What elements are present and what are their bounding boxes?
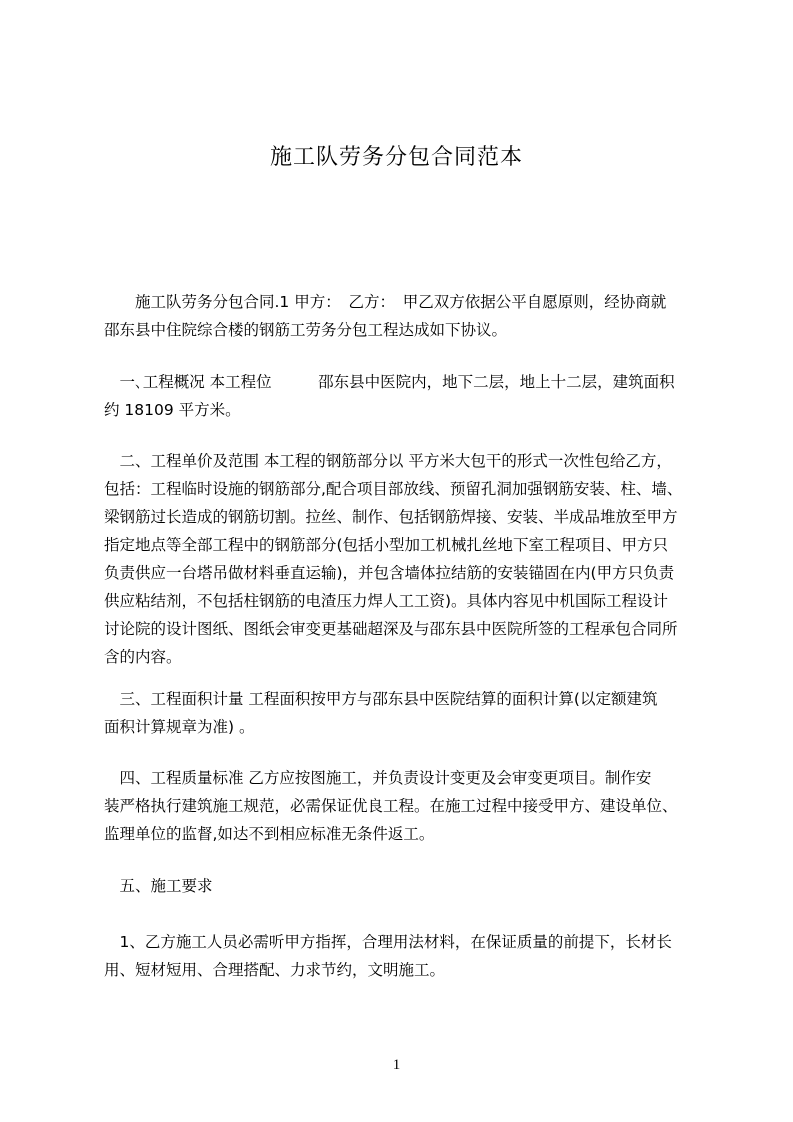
section-5-heading bbox=[104, 872, 714, 900]
paragraph-line: 讨论院的设计图纸、图纸会审变更基础超深及与邵东县中医院所签的工程承包合同所 bbox=[104, 620, 678, 638]
paragraph-line: 二、工程单价及范围 本工程的钢筋部分以 平方米大包干的形式一次性包给乙方， bbox=[104, 452, 672, 470]
section-5-item-1 bbox=[104, 928, 714, 984]
paragraph-line: 五、施工要求 bbox=[104, 877, 213, 895]
section-4-paragraph bbox=[104, 764, 714, 848]
paragraph-line: 四、工程质量标准 乙方应按图施工，并负责设计变更及会审变更项目。制作安 bbox=[104, 769, 652, 787]
paragraph-line: 指定地点等全部工程中的钢筋部分(包括小型加工机械扎丝地下室工程项目、甲方只 bbox=[104, 536, 669, 554]
paragraph-line: 监理单位的监督,如达不到相应标准无条件返工。 bbox=[104, 825, 435, 843]
paragraph-line: 供应粘结剂，不包括柱钢筋的电渣压力焊人工工资)。具体内容见中机国际工程设计 bbox=[104, 592, 669, 610]
document-title: 施工队劳务分包合同范本 bbox=[269, 145, 523, 170]
paragraph-line: 约 18109 平方米。 bbox=[104, 401, 241, 419]
intro-paragraph bbox=[104, 288, 714, 344]
paragraph-line: 1、乙方施工人员必需听甲方指挥，合理用法材料，在保证质量的前提下，长材长 bbox=[104, 933, 672, 951]
paragraph-line: 含的内容。 bbox=[104, 648, 182, 666]
paragraph-line: 一､工程概况 本工程位 邵东县中医院内，地下二层，地上十二层，建筑面积 bbox=[104, 373, 675, 391]
paragraph-line: 施工队劳务分包合同.1 甲方： 乙方： 甲乙双方依据公平自愿原则，经协商就 bbox=[104, 293, 667, 311]
paragraph-line: 三、工程面积计量 工程面积按甲方与邵东县中医院结算的面积计算(以定额建筑 bbox=[104, 690, 658, 708]
section-1-paragraph bbox=[104, 368, 714, 424]
paragraph-line: 装严格执行建筑施工规范，必需保证优良工程。在施工过程中接受甲方、建设单位、 bbox=[104, 797, 678, 815]
paragraph-line: 梁钢筋过长造成的钢筋切割。拉丝、制作、包括钢筋焊接、安装、半成品堆放至甲方 bbox=[104, 508, 678, 526]
paragraph-line: 包括：工程临时设施的钢筋部分,配合项目部放线、预留孔洞加强钢筋安装、柱、墙、 bbox=[104, 480, 683, 498]
section-3-paragraph bbox=[104, 685, 714, 741]
paragraph-line: 负责供应一台塔吊做材料垂直运输)，并包含墙体拉结筋的安装锚固在内(甲方只负责 bbox=[104, 564, 675, 582]
paragraph-line: 面积计算规章为准) 。 bbox=[104, 718, 255, 736]
paragraph-line: 邵东县中住院综合楼的钢筋工劳务分包工程达成如下协议。 bbox=[104, 321, 508, 339]
section-2-paragraph bbox=[104, 447, 714, 671]
page-number: 1 bbox=[392, 1057, 401, 1073]
paragraph-line: 用、短材短用、合理搭配、力求节约，文明施工。 bbox=[104, 961, 446, 979]
